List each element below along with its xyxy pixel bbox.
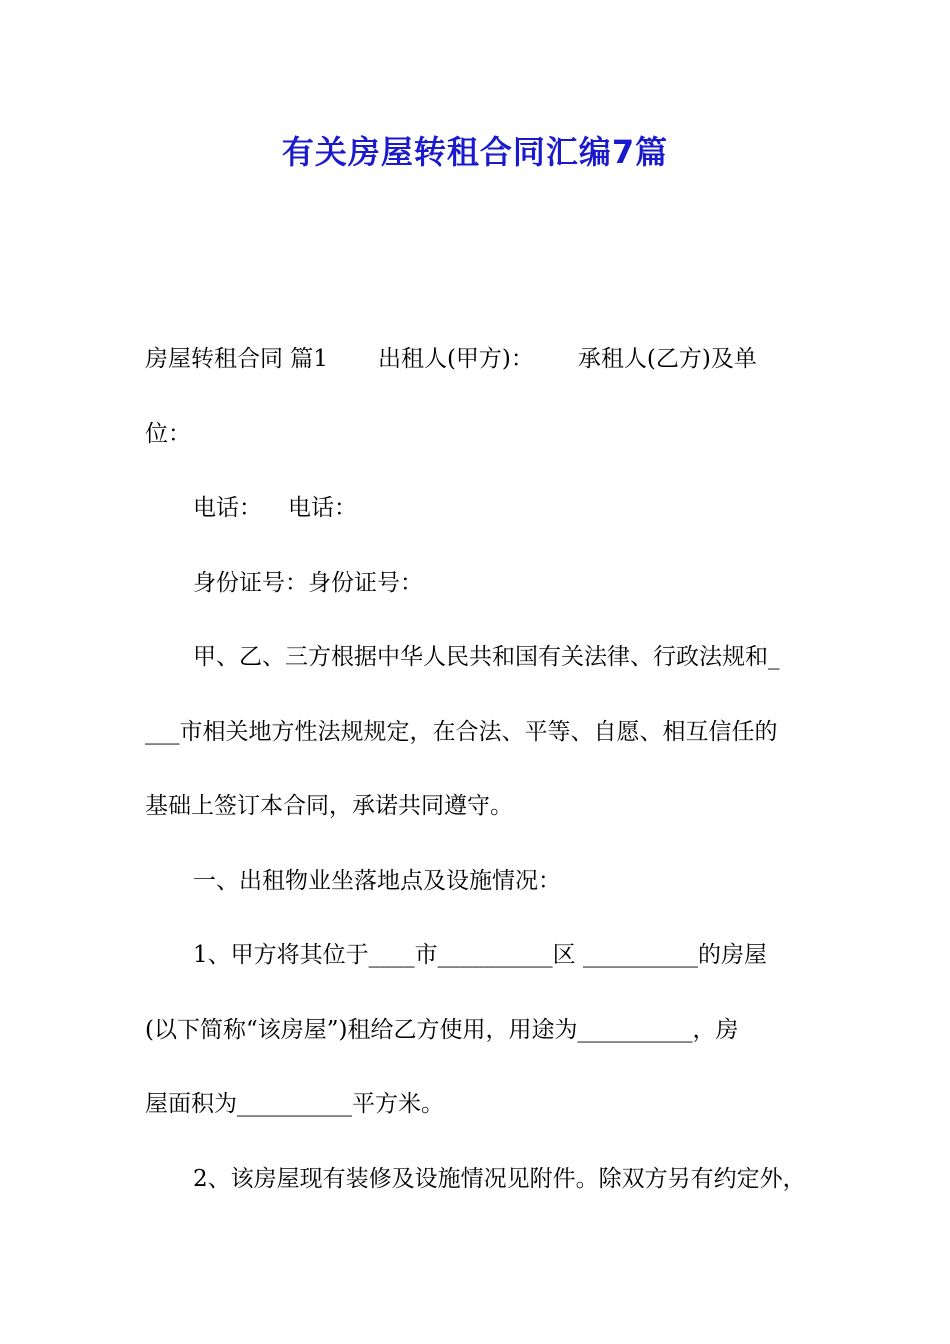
contract-heading: 房屋转租合同 篇1 xyxy=(145,346,328,372)
paragraph-line xyxy=(145,471,810,546)
paragraph-line xyxy=(145,322,810,397)
document-body xyxy=(145,322,810,1216)
paragraph-line: 屋面积为__________平方米。 xyxy=(145,1091,444,1117)
paragraph-line: ___市相关地方性法规规定，在合法、平等、自愿、相互信任的 xyxy=(145,718,778,745)
lessor-label: 出租人(甲方)： xyxy=(377,346,534,372)
phone-label-a: 电话： xyxy=(193,495,262,521)
lessee-label: 承租人(乙方)及单 xyxy=(577,346,757,372)
document-title: 有关房屋转租合同汇编7篇 xyxy=(281,133,669,171)
paragraph-line: (以下简称“该房屋”)租给乙方使用，用途为__________，房 xyxy=(145,1016,739,1043)
section-heading: 一、出租物业坐落地点及设施情况： xyxy=(193,867,561,894)
paragraph-line: 基础上签订本合同，承诺共同遵守。 xyxy=(145,793,513,819)
phone-label-b: 电话： xyxy=(288,495,357,521)
paragraph-line: 2、该房屋现有装修及设施情况见附件。除双方另有约定外， xyxy=(193,1165,806,1192)
paragraph-line: 1、甲方将其位于____市__________区 __________的房屋 xyxy=(193,942,767,968)
paragraph-line: 甲、乙、三方根据中华人民共和国有关法律、行政法规和_ xyxy=(193,644,780,670)
paragraph-line: 身份证号：身份证号： xyxy=(193,569,423,596)
paragraph-line: 位： xyxy=(145,420,191,447)
